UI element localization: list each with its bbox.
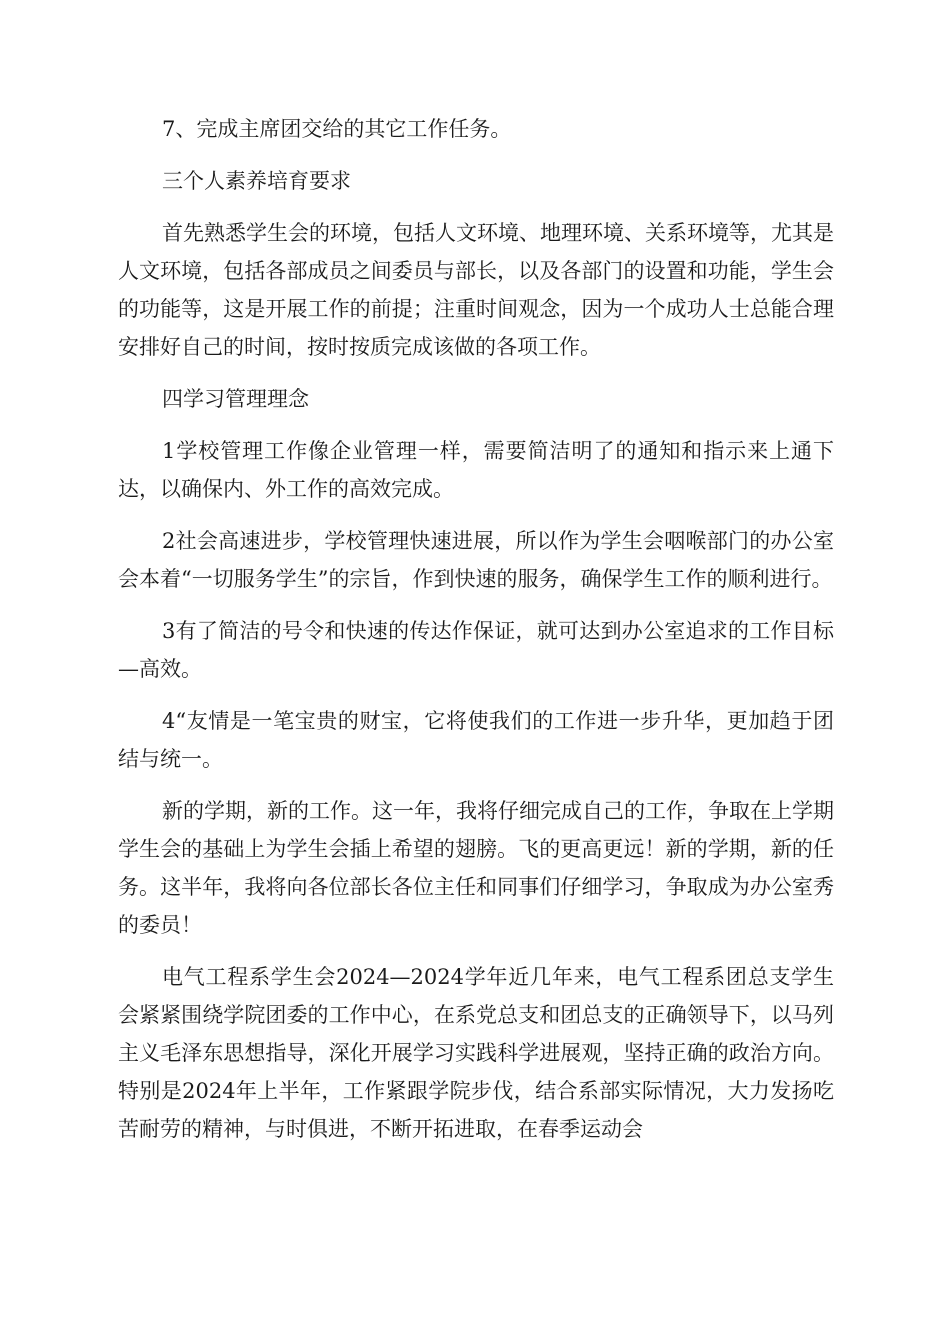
paragraph-item-4: 4“友情是一笔宝贵的财宝，它将使我们的工作进一步升华，更加趋于团结与统一。 [118,709,834,771]
paragraph-department-summary: 电气工程系学生会2024—2024学年近几年来，电气工程系团总支学生会紧紧围绕学院团委的工作中心，在系党总支和团总支的正确领导下，以马列主义毛泽东思想指导，深化开展学习实践科学进展观，坚持正确的政治方向。特别是2024年上半年，工作紧跟学院步伐，结合系部实际情况，大力发扬吃苦耐劳的精神，与时俱进，不断开拓进取，在春季运动会 [118,965,834,1141]
section-heading-four: 四学习管理理念 [162,387,309,411]
paragraph-item-1: 1学校管理工作像企业管理一样，需要简洁明了的通知和指示来上通下达，以确保内、外工作的高效完成。 [118,439,834,501]
paragraph-environment: 首先熟悉学生会的环境，包括人文环境、地理环境、关系环境等，尤其是人文环境，包括各部成员之间委员与部长，以及各部门的设置和功能，学生会的功能等，这是开展工作的前提；注重时间观念，因为一个成功人士总能合理安排好自己的时间，按时按质完成该做的各项工作。 [118,221,834,359]
paragraph-item-3: 3有了简洁的号令和快速的传达作保证，就可达到办公室追求的工作目标—高效。 [118,619,834,681]
paragraph-new-semester: 新的学期，新的工作。这一年，我将仔细完成自己的工作，争取在上学期学生会的基础上为学生会插上希望的翅膀。飞的更高更远！新的学期，新的任务。这半年，我将向各位部长各位主任和同事们仔细学习，争取成为办公室秀的委员！ [118,799,834,937]
paragraph-task-7: 7、完成主席团交给的其它工作任务。 [162,117,512,141]
paragraph-item-2: 2社会高速进步，学校管理快速进展，所以作为学生会咽喉部门的办公室会本着“一切服务学生”的宗旨，作到快速的服务，确保学生工作的顺利进行。 [118,529,834,591]
document-body [118,110,834,1162]
section-heading-three: 三个人素养培育要求 [162,169,351,193]
